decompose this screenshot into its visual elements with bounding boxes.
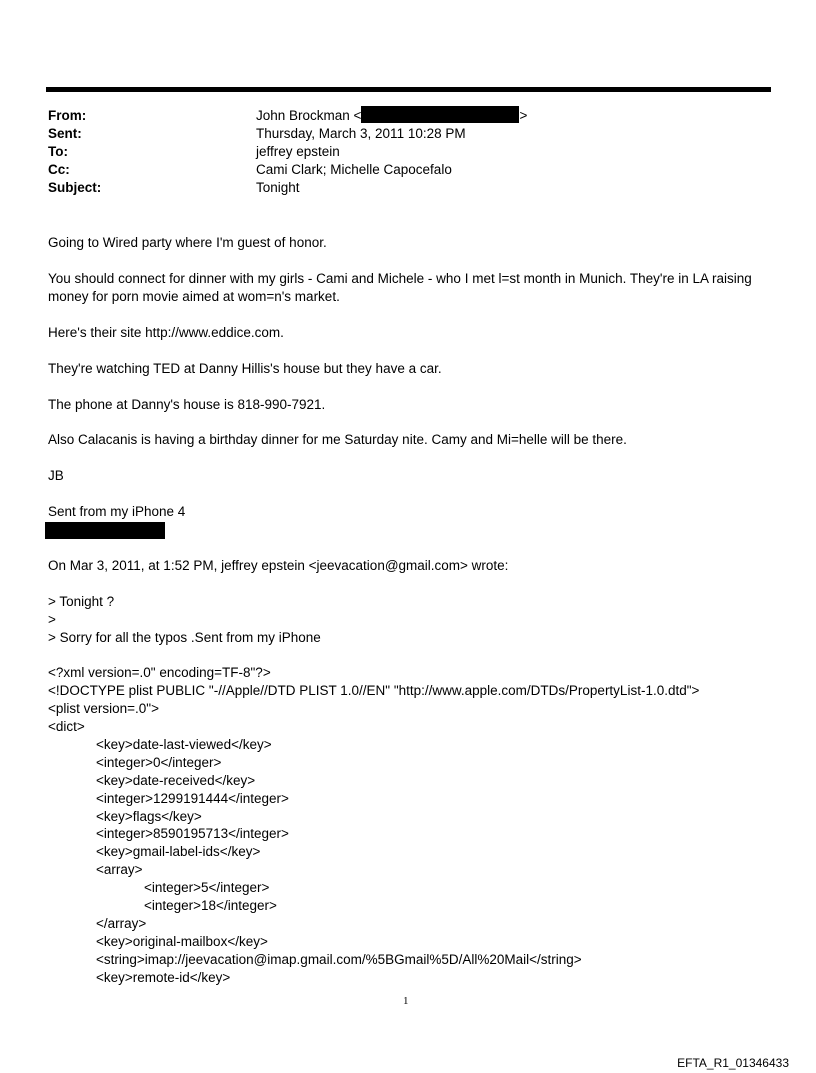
- subject-label: Subject:: [48, 180, 102, 195]
- page-number: 1: [403, 995, 409, 1007]
- body-paragraph-4: They're watching TED at Danny Hillis's house but they have a car.: [48, 361, 442, 376]
- xml-line-2: <!DOCTYPE plist PUBLIC "-//Apple//DTD PLIST 1.0//EN" "http://www.apple.com/DTDs/PropertyList-1.0.dtd">: [48, 683, 700, 698]
- to-value: jeffrey epstein: [256, 144, 340, 159]
- xml-line-16: <key>original-mailbox</key>: [96, 934, 268, 949]
- to-label: To:: [48, 144, 68, 159]
- subject-value: Tonight: [256, 180, 300, 195]
- redaction-box: [361, 106, 519, 123]
- quote-line-3: > Sorry for all the typos .Sent from my iPhone: [48, 630, 321, 645]
- body-paragraph-1: Going to Wired party where I'm guest of honor.: [48, 235, 327, 250]
- from-value: [256, 107, 527, 125]
- xml-line-10: <integer>8590195713</integer>: [96, 826, 289, 841]
- document-id: EFTA_R1_01346433: [677, 1056, 789, 1070]
- xml-line-18: <key>remote-id</key>: [96, 970, 231, 985]
- from-label: From:: [48, 108, 87, 123]
- quote-header: On Mar 3, 2011, at 1:52 PM, jeffrey epstein <jeevacation@gmail.com> wrote:: [48, 558, 509, 573]
- sent-label: Sent:: [48, 126, 82, 141]
- xml-line-1: <?xml version=.0" encoding=TF-8"?>: [48, 665, 271, 680]
- xml-line-11: <key>gmail-label-ids</key>: [96, 844, 261, 859]
- sent-from-line: Sent from my iPhone 4: [48, 504, 186, 519]
- body-paragraph-6: Also Calacanis is having a birthday dinner for me Saturday nite. Camy and Mi=helle will be there.: [48, 432, 627, 447]
- xml-line-15: </array>: [96, 916, 147, 931]
- xml-line-14: <integer>18</integer>: [144, 898, 277, 913]
- from-value-end: >: [519, 108, 528, 123]
- quote-line-2: >: [48, 612, 56, 627]
- xml-line-8: <integer>1299191444</integer>: [96, 791, 289, 806]
- redaction-box-signature: [45, 522, 165, 539]
- quote-line-1: > Tonight ?: [48, 594, 115, 609]
- header-rule: [46, 87, 771, 92]
- xml-line-13: <integer>5</integer>: [144, 880, 270, 895]
- body-paragraph-2a: You should connect for dinner with my girls - Cami and Michele - who I met l=st month in Munich. They're in LA raising: [48, 271, 752, 286]
- xml-line-17: <string>imap://jeevacation@imap.gmail.com/%5BGmail%5D/All%20Mail</string>: [96, 952, 582, 967]
- body-paragraph-3: Here's their site http://www.eddice.com.: [48, 325, 284, 340]
- xml-line-6: <integer>0</integer>: [96, 755, 222, 770]
- xml-line-12: <array>: [96, 862, 143, 877]
- signature: JB: [48, 468, 64, 483]
- xml-line-7: <key>date-received</key>: [96, 773, 256, 788]
- email-header: [48, 107, 748, 199]
- from-name: John Brockman <: [256, 108, 362, 123]
- xml-line-4: <dict>: [48, 719, 85, 734]
- xml-line-9: <key>flags</key>: [96, 809, 202, 824]
- sent-value: Thursday, March 3, 2011 10:28 PM: [256, 126, 466, 141]
- cc-value: Cami Clark; Michelle Capocefalo: [256, 162, 452, 177]
- xml-line-5: <key>date-last-viewed</key>: [96, 737, 272, 752]
- body-paragraph-2b: money for porn movie aimed at wom=n's market.: [48, 289, 340, 304]
- xml-line-3: <plist version=.0">: [48, 701, 159, 716]
- cc-label: Cc:: [48, 162, 70, 177]
- body-paragraph-5: The phone at Danny's house is 818-990-7921.: [48, 397, 326, 412]
